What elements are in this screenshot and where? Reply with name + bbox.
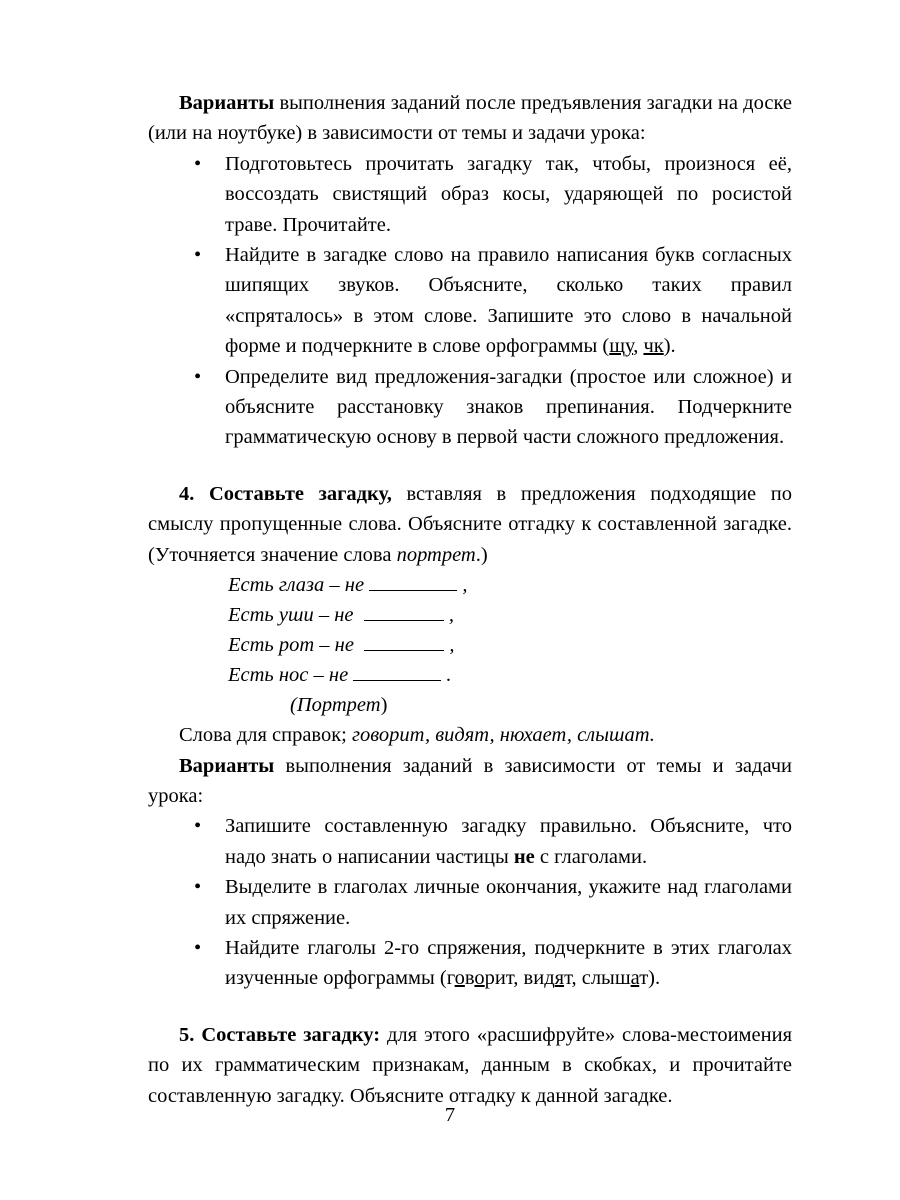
list-item-text-part-1: Найдите глаголы 2-го спряжения, подчеркните в этих глаголах изученные орфограммы (г (225, 936, 792, 990)
bullet-marker-icon: • (194, 936, 202, 959)
orthogram-gap: в (464, 967, 475, 990)
list-item-text-part-1: Найдите в загадке слово на правило написания букв согласных шипящих звуков. Объясните, сколько таких правил «спряталось» в этом слове. Запишите это слово в начальной форме и подчеркните в слове орфограммы ( (225, 244, 792, 358)
task-5-bold-title: Составьте загадку: (201, 1023, 381, 1046)
riddle-line (148, 600, 792, 630)
riddle-lines (148, 570, 792, 690)
list-item (148, 240, 792, 362)
orthogram-letter: о (474, 967, 485, 990)
list-item (148, 362, 792, 453)
riddle-line (148, 660, 792, 690)
section-spacer (148, 453, 792, 479)
list-item (148, 933, 792, 994)
list-item-text: Выделите в глаголах личные окончания, укажите над глаголами их спряжение. (225, 876, 792, 929)
variants-1-intro-bold: Варианты (179, 92, 275, 114)
bullet-marker-icon: • (194, 152, 202, 175)
orthogram-chk: чк (643, 335, 664, 358)
riddle-line-punct: . (441, 664, 452, 687)
riddle-line-punct: , (457, 574, 468, 597)
riddle-line-text: Есть глаза – не (228, 574, 370, 597)
page-number: 7 (444, 1104, 456, 1126)
riddle-blank[interactable] (364, 633, 444, 651)
task-4-title (194, 483, 209, 505)
variants-2-intro-rest: выполнения заданий в зависимости от темы и задачи урока: (148, 754, 792, 807)
reference-words-label: Слова для справок; (179, 724, 352, 747)
orthogram-shu: щу (609, 335, 634, 358)
task-4-number: 4. (179, 482, 195, 505)
riddle-answer (148, 690, 792, 720)
list-item-text: Определите вид предложения-загадки (простое или сложное) и объясните расстановку знаков препинания. Подчеркните грамматическую основу в первой части сложного предложения. (225, 365, 792, 449)
riddle-line-punct: , (444, 634, 455, 657)
reference-words-italic: говорит, видят, нюхает, слышат. (352, 724, 655, 747)
bullet-marker-icon: • (194, 365, 202, 388)
riddle-line (148, 630, 792, 660)
section-spacer (148, 994, 792, 1020)
task-4-bold-title: Составьте загадку, (208, 482, 392, 505)
riddle-line-text: Есть уши – не (228, 604, 364, 627)
riddle-answer-text: (Портрет (290, 694, 381, 717)
riddle-line (148, 570, 792, 600)
orthogram-gap: рит, вид (484, 967, 555, 990)
page-content (148, 88, 792, 1111)
variants-2-intro-bold: Варианты (179, 754, 275, 777)
orthogram-letter: о (454, 967, 465, 990)
riddle-line-text: Есть нос – не (228, 664, 354, 687)
riddle-line-punct: , (443, 604, 454, 627)
task-5-paragraph (148, 1020, 792, 1111)
variants-1-intro-paragraph (148, 88, 792, 149)
orthogram-gap: т, слыш (564, 967, 631, 990)
orthogram-letter: а (630, 967, 640, 990)
variants-2-bullet-list (148, 811, 792, 993)
bullet-marker-icon: • (194, 876, 202, 899)
task-4-body-after: .) (475, 543, 488, 566)
list-item-text: Подготовьтесь прочитать загадку так, чтобы, произнося её, воссоздать свистящий образ косы, ударяющей по росистой траве. Прочитайте. (225, 152, 792, 236)
list-item-text-part-2: т). (639, 967, 661, 990)
list-item (148, 872, 792, 933)
task-4-paragraph (148, 479, 792, 570)
task-4-body-before: вставляя в предложения подходящие по смыслу пропущенные слова. Объясните отгадку к составленной загадке. (Уточняется значение слова (148, 482, 792, 566)
list-item-text-part-2: с глаголами. (534, 845, 648, 868)
list-item-text-part-2: ). (663, 335, 676, 358)
riddle-blank[interactable] (369, 573, 457, 591)
list-item-text-part-1: Запишите составленную загадку правильно. Объясните, что надо знать о написании частицы (225, 815, 792, 868)
list-item (148, 811, 792, 872)
list-item (148, 149, 792, 240)
bullet-marker-icon: • (194, 815, 202, 838)
riddle-blank[interactable] (364, 603, 444, 621)
reference-words-line (148, 720, 792, 750)
variants-1-intro-rest: выполнения заданий после предъявления загадки на доске (или на ноутбуке) в зависимости от темы и задачи урока: (148, 92, 792, 145)
task-4-italic-word: портрет (396, 543, 476, 566)
riddle-blank[interactable] (353, 663, 441, 681)
task-5-body: для этого «расшифруйте» слова-местоимения по их грамматическим признакам, данным в скобках, и прочитайте составленную загадку. Объясните отгадку к данной загадке. (148, 1023, 792, 1107)
variants-1-bullet-list (148, 149, 792, 453)
riddle-answer-paren: ) (380, 694, 388, 717)
task-5-number: 5. (179, 1023, 195, 1046)
orthogram-letter: я (554, 967, 565, 990)
variants-2-intro-paragraph (148, 751, 792, 812)
orthogram-separator: , (633, 335, 644, 358)
riddle-line-text: Есть рот – не (228, 634, 365, 657)
particle-ne-bold: не (513, 845, 535, 868)
bullet-marker-icon: • (194, 244, 202, 267)
